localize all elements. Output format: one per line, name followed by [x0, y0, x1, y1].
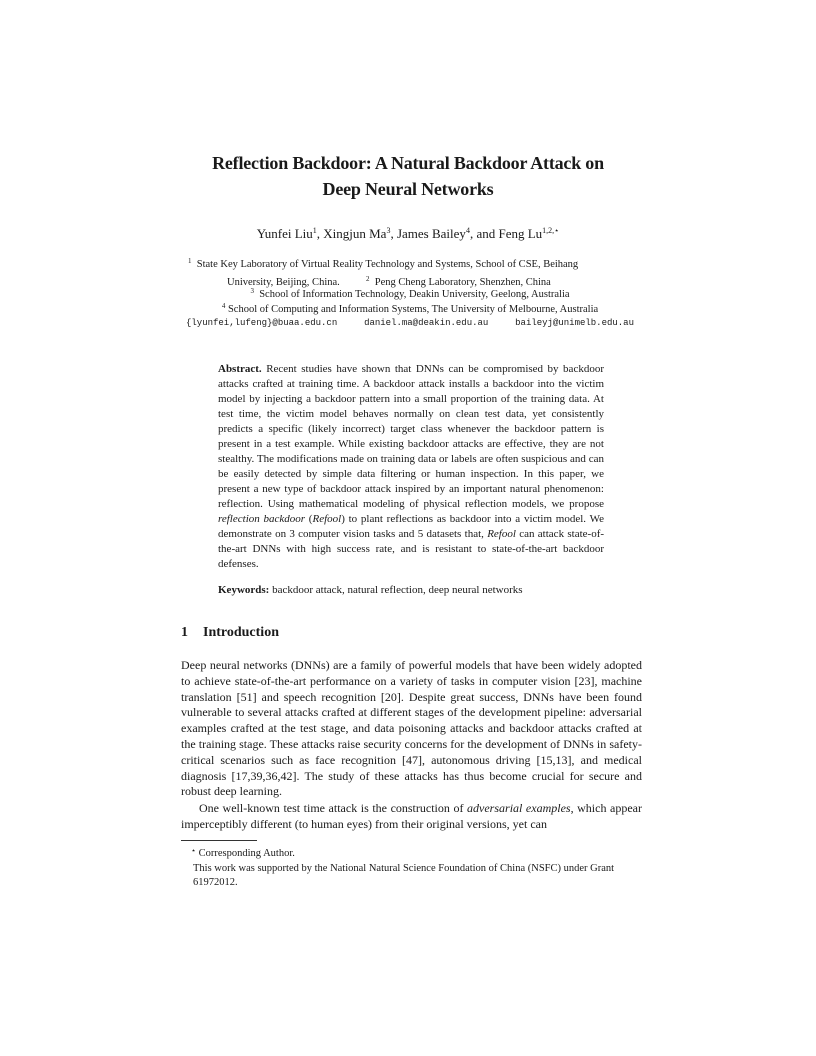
section-number: 1 — [181, 625, 188, 640]
footnote-2: This work was supported by the National Natural Science Foundation of China (NSFC) under Grant 61972012. — [193, 862, 615, 888]
keywords — [218, 584, 604, 596]
abstract-emphasis: Refool — [312, 513, 342, 525]
email-address: {lyunfei,lufeng}@buaa.edu.cn — [186, 318, 338, 328]
abstract-text: ) to plant reflections as backdoor into a victim model. We demonstrate on 3 computer vision tasks and 5 datasets that, — [218, 513, 604, 540]
author-separator: , — [316, 226, 324, 241]
affiliation-4 — [180, 299, 640, 317]
abstract — [218, 362, 604, 572]
intro-paragraph-1: Deep neural networks (DNNs) are a family of powerful models that have been widely adopted to achieve state-of-the-art performance on a variety of tasks in computer vision [23], machine translation [51] and speech recognition [20]. Despite great success, DNNs have been found vulnerable to several attacks crafted at different stages of the development pipeline: adversarial examples crafted at the test stage, and data poisoning attacks and backdoor attacks crafted at the training stage. These attacks raise security concerns for the development of DNNs in safety-critical scenarios such as face recognition [47], autonomous driving [15,13], and medical diagnosis [17,39,36,42]. The study of these attacks has thus become crucial for secure and robust deep learning. — [181, 658, 642, 799]
footnote-rule — [181, 840, 257, 841]
author-name: Yunfei Liu — [256, 226, 313, 241]
abstract-emphasis: Refool — [487, 528, 516, 540]
author-separator: , and — [469, 226, 499, 241]
abstract-emphasis: reflection backdoor — [218, 513, 306, 525]
paragraph-emphasis: adversarial examples — [467, 801, 571, 815]
section-heading — [181, 625, 279, 641]
affil-mark: 2 — [366, 275, 370, 283]
affil-text: Peng Cheng Laboratory, Shenzhen, China — [374, 277, 551, 288]
author-affil-mark: 1,2,⋆ — [542, 226, 560, 235]
section-title: Introduction — [203, 625, 279, 640]
author-affil-mark: 3 — [386, 226, 391, 235]
footnotes — [181, 844, 642, 891]
keywords-label: Keywords: — [218, 584, 270, 596]
paragraph-text: One well-known test time attack is the construction of — [199, 801, 464, 815]
author-affil-mark: 4 — [465, 226, 470, 235]
abstract-text: can attack state-of-the-art DNNs with high success rate, and is resistant to state-of-the-art backdoor defenses. — [218, 528, 605, 570]
author-list — [0, 226, 816, 242]
abstract-text: Recent studies have shown that DNNs can be compromised by backdoor attacks crafted at training time. A backdoor attack installs a backdoor into the victim model by injecting a backdoor pattern into a small proportion of the training data. At test time, the victim model behaves normally on clean test data, yet consistently predicts a specific (likely incorrect) target class whenever the backdoor pattern is present in a test example. While existing backdoor attacks are effective, they are not stealthy. The modifications made on training data or labels are often suspicious and can be easily detected by simple data filtering or human inspection. In this paper, we present a new type of backdoor attack inspired by an important natural phenomenon: reflection. Using mathematical modeling of physical reflection models, we propose — [218, 363, 604, 510]
footnote-1 — [181, 844, 642, 862]
email-address: daniel.ma@deakin.edu.au — [364, 318, 489, 328]
affil-mark: 3 — [250, 287, 254, 295]
footnote-star-mark: ⋆ — [191, 846, 197, 855]
affil-text: State Key Laboratory of Virtual Reality Technology and Systems, School of CSE, Beihang — [196, 259, 579, 270]
paragraph-text: , which appear imperceptibly different (to human eyes) from their original versions, yet can — [181, 801, 643, 831]
affil-mark: 1 — [188, 257, 192, 265]
abstract-label: Abstract. — [218, 363, 262, 375]
title-line-1: Reflection Backdoor: A Natural Backdoor Attack on — [212, 153, 604, 173]
author-name: Feng Lu — [498, 226, 543, 241]
affil-text: School of Information Technology, Deakin University, Geelong, Australia — [259, 289, 570, 300]
abstract-text: ( — [305, 513, 313, 525]
email-list — [186, 318, 634, 328]
author-separator: , — [390, 226, 397, 241]
keywords-text: backdoor attack, natural reflection, deep neural networks — [272, 584, 523, 596]
footnote-text: Corresponding Author. — [198, 848, 295, 859]
affil-text: School of Computing and Information Systems, The University of Melbourne, Australia — [227, 304, 599, 315]
affil-text: University, Beijing, China. — [227, 277, 340, 288]
title-line-2: Deep Neural Networks — [322, 179, 494, 199]
intro-paragraph-2 — [181, 801, 642, 833]
paper-title — [0, 150, 816, 202]
affil-mark: 4 — [221, 302, 226, 310]
email-address: baileyj@unimelb.edu.au — [515, 318, 634, 328]
author-name: Xingjun Ma — [323, 226, 387, 241]
author-affil-mark: 1 — [312, 226, 317, 235]
author-name: James Bailey — [396, 226, 466, 241]
